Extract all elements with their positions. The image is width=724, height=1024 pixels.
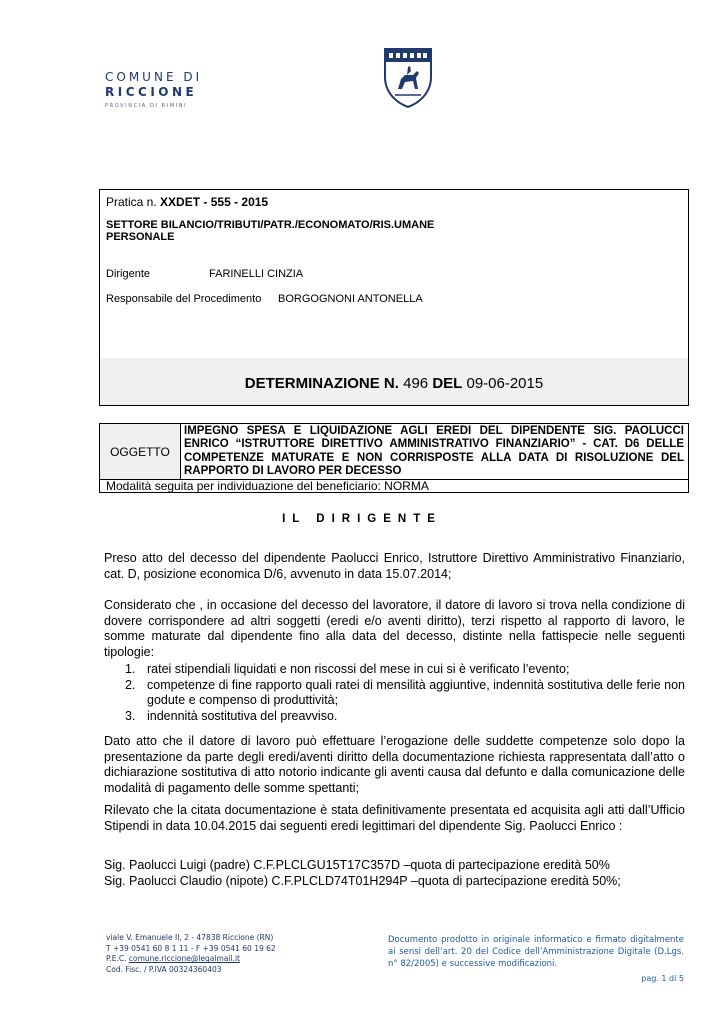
pratica-line — [106, 195, 268, 209]
modalita-beneficiario: Modalità seguita per individuazione del beneficiario: NORMA — [100, 479, 688, 492]
heir-line-1: Sig. Paolucci Luigi (padre) C.F.PLCLGU15T17C357D –quota di partecipazione eredità 50% — [104, 858, 610, 872]
paragraph-dato-atto: Dato atto che il datore di lavoro può effettuare l’erogazione delle suddette competenze solo dopo la presentazione da parte degli eredi/aventi diritto della documentazione richiesta rappresentata dall’atto o dichiarazione sostitutiva di atto notorio indicante gli aventi causa dal defunto e dalla comunicazione delle modalità di pagamento delle somme spettanti; — [104, 734, 685, 795]
tipologie-list — [104, 662, 685, 724]
footer-codfisc: Cod. Fisc. / P.IVA 00324360403 — [106, 964, 222, 974]
dirigente-value: FARINELLI CINZIA — [209, 268, 304, 280]
list-item-number: 3. — [125, 708, 136, 723]
comune-logo-line2: RICCIONE — [105, 85, 198, 99]
comune-logo-line3: PROVINCIA DI RIMINI — [105, 103, 188, 109]
il-dirigente-heading: IL DIRIGENTE — [282, 513, 442, 525]
heir-line-2: Sig. Paolucci Claudio (nipote) C.F.PLCLD74T01H294P –quota di partecipazione eredità 50%; — [104, 874, 621, 888]
pratica-number: XXDET - 555 - 2015 — [160, 195, 269, 209]
oggetto-box — [99, 423, 689, 493]
responsabile-label: Responsabile del Procedimento — [106, 293, 262, 305]
paragraph-preso-atto: Preso atto del decesso del dipendente Paolucci Enrico, Istruttore Direttivo Amministrativo Finanziario, cat. D, posizione economica D/6, avvenuto in data 15.07.2014; — [104, 551, 685, 581]
list-item — [104, 678, 685, 709]
list-item-text: indennità sostitutiva del preavviso. — [147, 708, 338, 723]
list-item — [104, 709, 685, 725]
footer-pec-label: P.E.C. — [106, 954, 127, 964]
page-number: pag. 1 di 5 — [641, 974, 684, 983]
dirigente-label: Dirigente — [106, 268, 151, 280]
determinazione-number: 496 — [403, 375, 429, 392]
list-item — [104, 662, 685, 678]
paragraph-rilevato: Rilevato che la citata documentazione è stata definitivamente presentata ed acquisita agli atti dall’Ufficio Stipendi in data 10.04.2015 dai seguenti eredi legittimari del dipendente Sig. Paolucci Enrico : — [104, 803, 685, 833]
comune-riccione-crest-icon — [383, 47, 433, 114]
pratica-label: Pratica n. — [106, 195, 157, 209]
paragraph-considerato: Considerato che , in occasione del decesso del lavoratore, il datore di lavoro si trova nella condizione di dovere corrispondere ad altri soggetti (eredi e/o aventi diritto), terzi rispetto al rapporto di lavoro, le somme maturate dal dipendente fino alla data del decesso, distinte nella fattispecie nelle seguenti tipologie: — [104, 598, 685, 659]
responsabile-value: BORGOGNONI ANTONELLA — [278, 293, 423, 305]
oggetto-text: IMPEGNO SPESA E LIQUIDAZIONE AGLI EREDI DEL DIPENDENTE SIG. PAOLUCCI ENRICO “ISTRUTTORE DIRETTIVO AMMINISTRATIVO FINANZIARIO” - CAT. D6 DELLE COMPETENZE MATURATE E NON CORRISPOSTE ALLA DATA DI RISOLUZIONE DEL RAPPORTO DI LAVORO PER DECESSO — [184, 425, 684, 477]
determinazione-heading — [100, 375, 688, 392]
footer-contacts — [106, 933, 276, 975]
determinazione-del-label: DEL — [432, 375, 463, 392]
settore-line1: SETTORE BILANCIO/TRIBUTI/PATR./ECONOMATO/RIS.UMANE — [106, 219, 435, 231]
list-item-number: 2. — [125, 677, 136, 692]
determinazione-date: 09-06-2015 — [466, 375, 544, 392]
oggetto-label: OGGETTO — [100, 424, 181, 479]
footer-phone: T +39 0541 60 8 1 11 - F +39 0541 60 19 62 — [106, 943, 276, 953]
determinazione-label: DETERMINAZIONE N. — [244, 375, 399, 392]
comune-logo-line1: COMUNE DI — [105, 70, 203, 84]
settore-line2: PERSONALE — [106, 231, 175, 243]
footer-pec-link[interactable]: comune.riccione@legalmail.it — [128, 954, 240, 964]
list-item-text: competenze di fine rapporto quali ratei di mensilità aggiuntive, indennità sostitutiva delle ferie non godute e compenso di produttività; — [147, 677, 685, 708]
pratica-info — [100, 190, 688, 359]
list-item-number: 1. — [125, 662, 136, 676]
pratica-box — [99, 189, 689, 406]
footer-pec — [106, 954, 276, 965]
list-item-text: ratei stipendiali liquidati e non riscossi del mese in cui si è verificato l’evento; — [147, 662, 570, 676]
comune-logo — [105, 70, 202, 109]
footer-digital-note: Documento prodotto in originale informatico e firmato digitalmente ai sensi dell’art. 20 del Codice dell’Amministrazione Digitale (D.Lgs. n° 82/2005) e successive modificazioni. — [388, 935, 684, 969]
determinazione-box — [100, 358, 688, 405]
footer-address: viale V. Emanuele II, 2 - 47838 Riccione (RN) — [106, 933, 274, 942]
